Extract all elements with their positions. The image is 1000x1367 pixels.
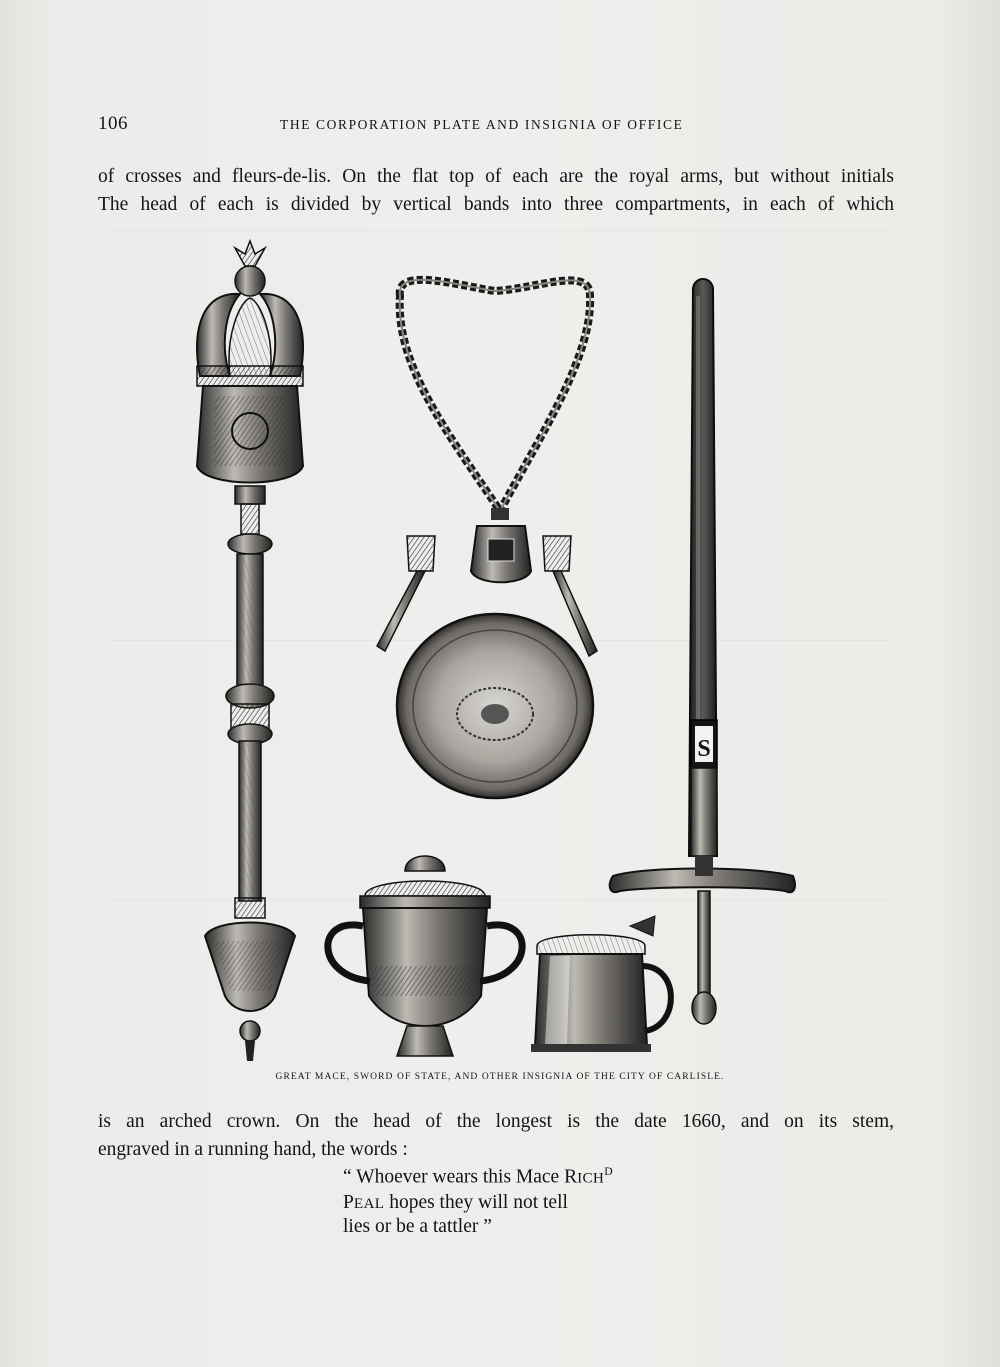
small-mace-left bbox=[377, 536, 435, 651]
running-head: THE CORPORATION PLATE AND INSIGNIA OF OFFICE bbox=[280, 117, 684, 132]
verse-line bbox=[343, 1192, 568, 1214]
sword-of-state bbox=[610, 279, 795, 1024]
body-text-line: of crosses and fleurs-de-lis. On the flat top of each are the royal arms, but without initials bbox=[98, 166, 894, 187]
plate-caption: GREAT MACE, SWORD OF STATE, AND OTHER INSIGNIA OF THE CITY OF CARLISLE. bbox=[275, 1072, 725, 1082]
page-header bbox=[98, 113, 898, 137]
page-number: 106 bbox=[98, 113, 128, 134]
verse-small-caps: ICH bbox=[577, 1169, 605, 1187]
engraved-plate-illustration bbox=[195, 236, 845, 1070]
body-text-line: is an arched crown. On the head of the longest is the date 1660, and on its stem, bbox=[98, 1111, 894, 1132]
verse-text: hopes they will not tell bbox=[384, 1192, 568, 1213]
great-mace bbox=[197, 241, 303, 1061]
verse-small-caps: EAL bbox=[353, 1195, 385, 1212]
loving-cup bbox=[328, 856, 522, 1056]
verse-line bbox=[343, 1165, 613, 1189]
tankard bbox=[531, 916, 671, 1052]
verse-superscript: D bbox=[604, 1165, 613, 1178]
body-text-line: engraved in a running hand, the words : bbox=[98, 1139, 408, 1160]
verse-text: P bbox=[343, 1192, 354, 1213]
salver bbox=[397, 614, 593, 798]
body-text-line: The head of each is divided by vertical bands into three compartments, in each of which bbox=[98, 194, 894, 215]
sword-letter: S bbox=[697, 736, 711, 762]
verse-line: lies or be a tattler ” bbox=[343, 1216, 492, 1237]
bleed-through-line bbox=[110, 230, 890, 231]
verse-text: “ Whoever wears this Mace R bbox=[343, 1166, 578, 1188]
